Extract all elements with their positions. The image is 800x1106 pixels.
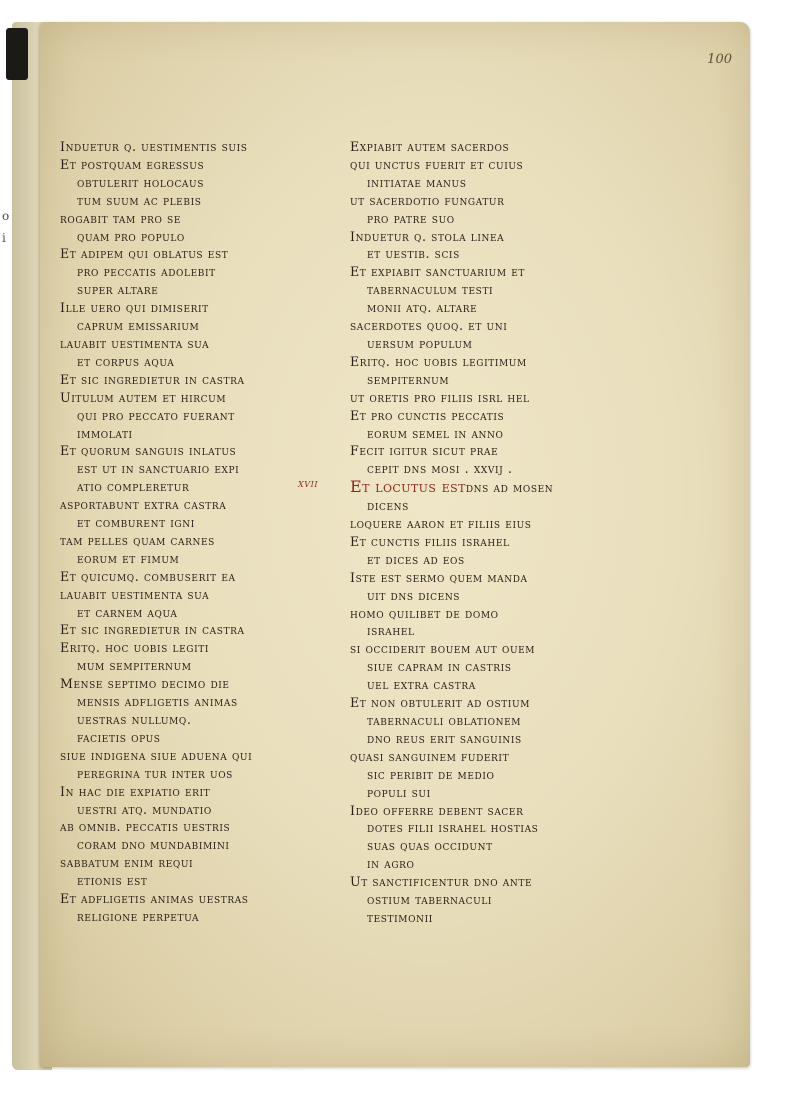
text-line: uit dns dicens: [367, 587, 461, 603]
text-line: Ideo offerre debent sacer: [350, 802, 524, 818]
text-line: sempiternum: [367, 371, 450, 387]
text-line: cepit dns mosi . xxvij .: [367, 461, 513, 477]
text-line: sic peribit de medio: [367, 766, 495, 782]
text-line: monii atq. altare: [367, 300, 478, 316]
text-line: et comburent igni: [77, 515, 195, 531]
text-line: loquere aaron et filiis eius: [350, 516, 532, 532]
text-line: ostium tabernaculi: [367, 892, 493, 908]
text-line: eorum et fimum: [77, 550, 180, 566]
text-line: obtulerit holocaus: [77, 174, 204, 190]
text-line: dno reus erit sanguinis: [367, 730, 522, 746]
text-line: Et postquam egressus: [60, 156, 205, 172]
text-line: rogabit tam pro se: [60, 210, 181, 226]
text-line: siue capram in castris: [367, 659, 512, 675]
text-line: lauabit uestimenta sua: [60, 586, 210, 602]
right-column-lower-lines: [350, 497, 553, 927]
text-line: homo quilibet de domo: [350, 605, 499, 621]
right-text-column: [298, 138, 554, 927]
text-line: sacerdotes quoq. et uni: [350, 318, 508, 334]
text-line: lauabit uestimenta sua: [60, 335, 210, 351]
text-line: immolati: [77, 425, 133, 441]
text-line: Fecit igitur sicut prae: [350, 443, 499, 459]
text-line: Ille uero qui dimiserit: [60, 300, 209, 316]
facing-page-fragment: o i: [2, 209, 10, 245]
text-line: Expiabit autem sacerdos: [350, 139, 510, 154]
text-line: quasi sanguinem fuderit: [350, 748, 510, 764]
text-line: Et adipem qui oblatus est: [60, 246, 229, 262]
rubric-capitals: Et locutus est: [350, 477, 466, 497]
text-line: qui unctus fuerit et cuius: [350, 156, 524, 172]
text-line: Induetur q. uestimentis suis: [60, 139, 248, 154]
text-line: pro peccatis adolebit: [77, 264, 216, 280]
text-line: et corpus aqua: [77, 353, 175, 369]
text-line: Iste est sermo quem manda: [350, 569, 528, 585]
text-line: Et sic ingredietur in castra: [60, 622, 245, 638]
text-line: in agro: [367, 856, 415, 872]
text-line: ab omnib. peccatis uestris: [60, 819, 231, 835]
chapter-number: xvii: [298, 476, 319, 491]
text-line: ut oretis pro filiis isrl hel: [350, 389, 530, 405]
text-line: et carnem aqua: [77, 604, 178, 620]
text-line: qui pro peccato fuerant: [77, 407, 235, 423]
text-line: Et quicumq. combuserit ea: [60, 568, 236, 584]
text-line: tabernaculi oblationem: [367, 713, 522, 728]
text-line: tam pelles quam carnes: [60, 532, 215, 548]
text-line: super altare: [77, 282, 159, 298]
text-line: eorum semel in anno: [367, 425, 504, 441]
text-line: dotes filii israhel hostias: [367, 820, 539, 836]
right-column-upper-lines: [350, 138, 553, 478]
text-line: mensis adfligetis animas: [77, 694, 238, 710]
text-line: pro patre suo: [367, 210, 455, 226]
text-line: populi sui: [367, 784, 431, 800]
text-line: caprum emissarium: [77, 318, 200, 334]
text-line: et dices ad eos: [367, 551, 465, 567]
text-line: initiatae manus: [367, 174, 467, 190]
text-line: atio compleretur: [77, 479, 190, 495]
text-line: Et expiabit sanctuarium et: [350, 264, 526, 280]
rubric-rest: dns ad mosen: [465, 480, 554, 496]
text-line: uestri atq. mundatio: [77, 801, 212, 817]
text-line: si occiderit bouem aut ouem: [350, 641, 536, 657]
text-line: peregrina tur inter uos: [77, 765, 233, 781]
text-line: etionis est: [77, 873, 148, 889]
text-line: Et cunctis filiis israhel: [350, 533, 510, 549]
text-line: Et quorum sanguis inlatus: [60, 443, 237, 459]
left-text-column: [60, 138, 252, 926]
binding-edge: [6, 28, 28, 80]
text-line: dicens: [367, 498, 409, 514]
text-line: coram dno mundabimini: [77, 837, 230, 853]
text-line: uestras nullumq.: [77, 712, 192, 727]
text-line: quam pro populo: [77, 228, 185, 244]
text-line: suas quas occidunt: [367, 838, 493, 854]
text-line: Induetur q. stola linea: [350, 228, 505, 244]
text-line: testimonii: [367, 909, 433, 925]
text-line: Et non obtulerit ad ostium: [350, 695, 531, 711]
text-line: In hac die expiatio erit: [60, 783, 211, 799]
text-line: uel extra castra: [367, 677, 476, 693]
rubric-line: [298, 476, 554, 497]
text-line: Et sic ingredietur in castra: [60, 371, 245, 387]
text-line: est ut in sanctuario expi: [77, 461, 240, 477]
text-line: Et adfligetis animas uestras: [60, 891, 249, 907]
text-line: asportabunt extra castra: [60, 497, 227, 513]
text-line: ut sacerdotio fungatur: [350, 192, 505, 208]
text-line: tum suum ac plebis: [77, 192, 202, 208]
text-line: Ut sanctificentur dno ante: [350, 874, 533, 890]
text-line: tabernaculum testi: [367, 282, 494, 298]
folio-number: 100: [707, 52, 732, 67]
text-line: Uitulum autem et hircum: [60, 389, 227, 405]
text-line: sabbatum enim requi: [60, 855, 194, 871]
text-line: israhel: [367, 623, 415, 639]
text-line: religione perpetua: [77, 908, 200, 924]
text-line: Eritq. hoc uobis legitimum: [350, 353, 527, 369]
text-line: siue indigena siue aduena qui: [60, 747, 253, 763]
text-line: Mense septimo decimo die: [60, 676, 230, 692]
text-line: uersum populum: [367, 335, 473, 351]
text-line: mum sempiternum: [77, 658, 192, 674]
text-line: Et pro cunctis peccatis: [350, 407, 505, 423]
text-line: et uestib. scis: [367, 246, 460, 262]
text-line: facietis opus: [77, 729, 161, 745]
text-line: Eritq. hoc uobis legiti: [60, 640, 209, 656]
